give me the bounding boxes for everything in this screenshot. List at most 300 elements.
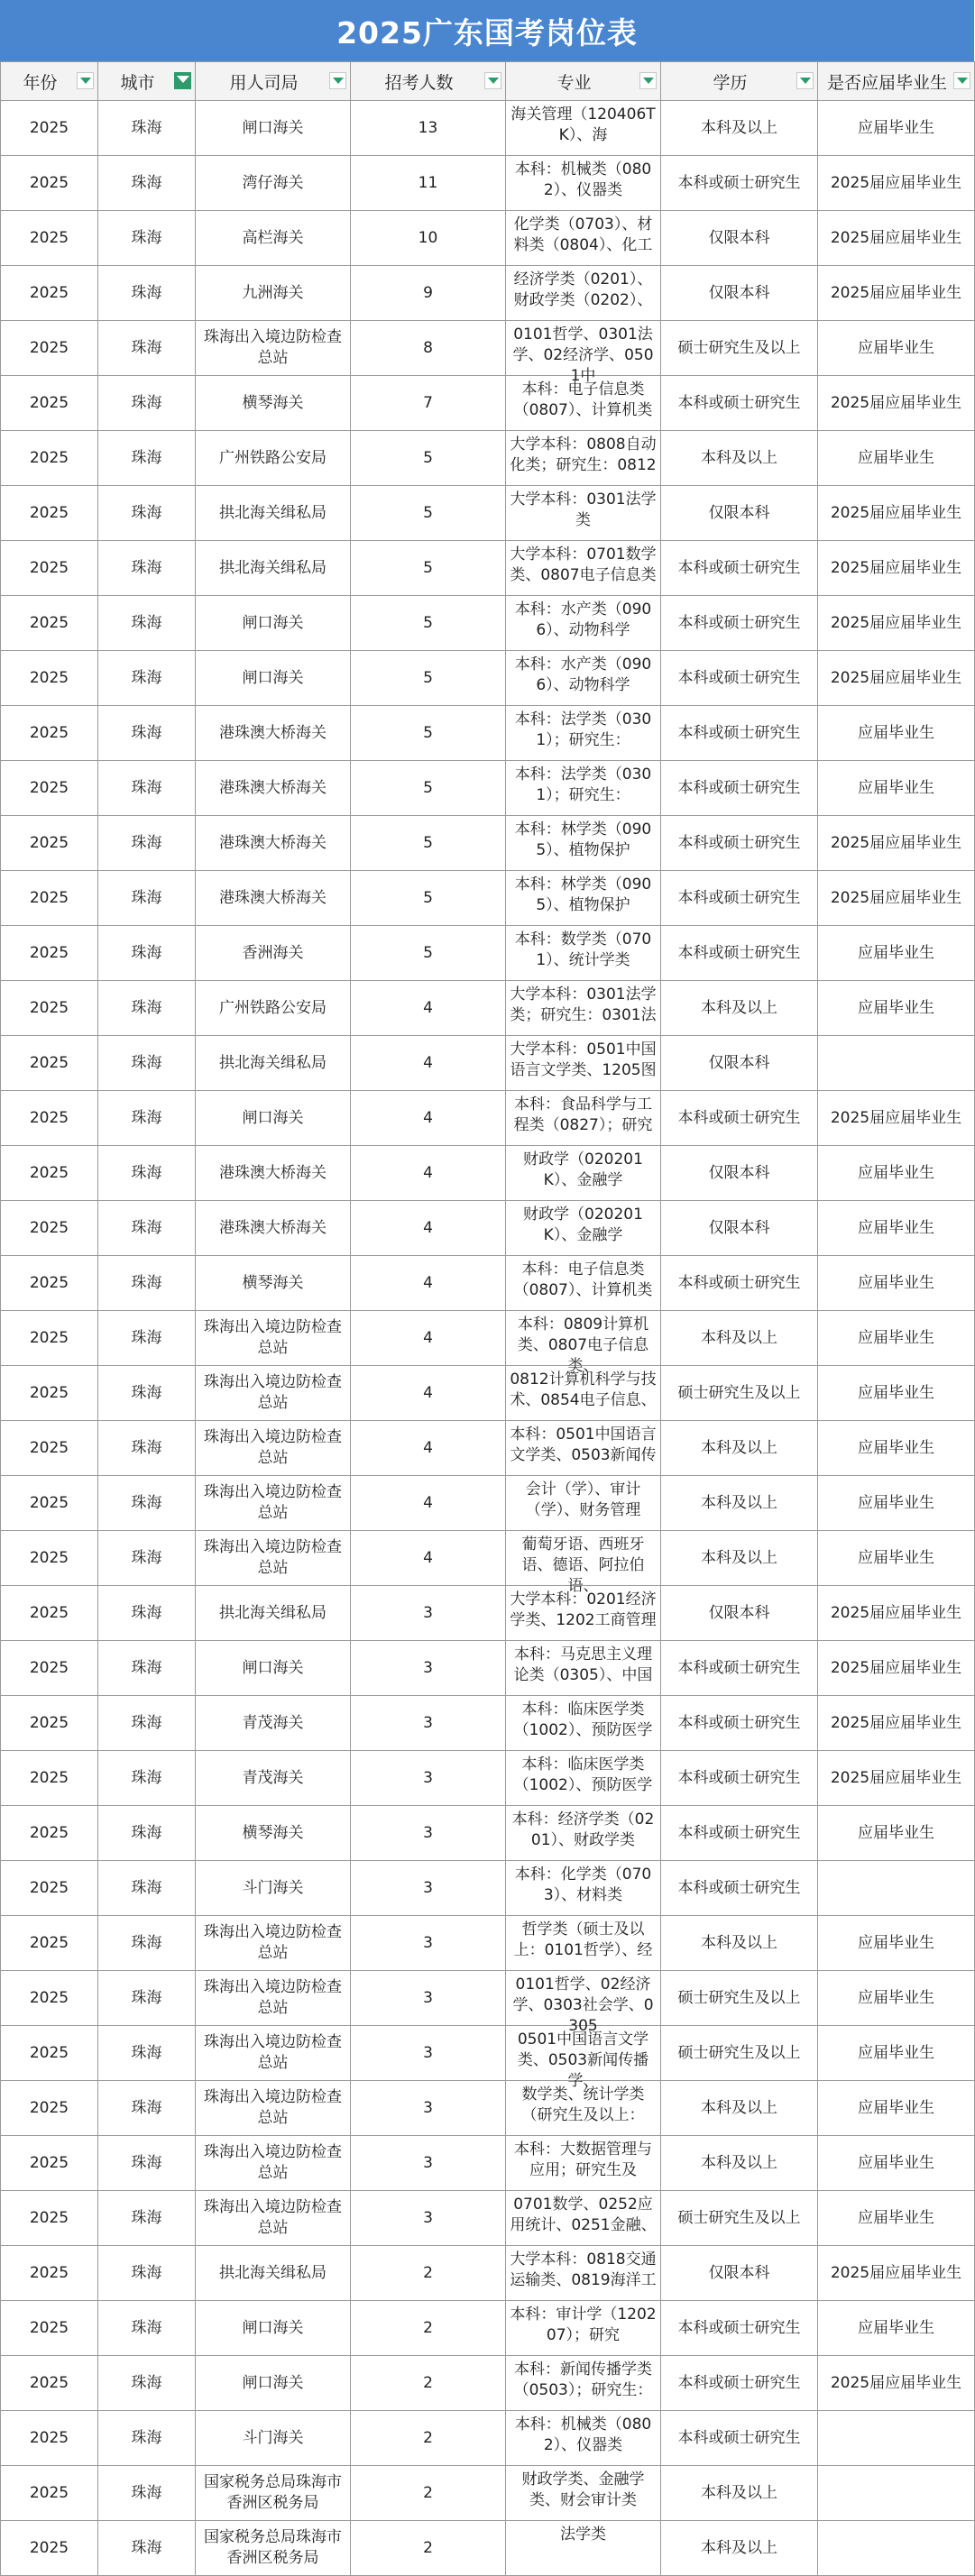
- cell-graduate[interactable]: [818, 1036, 975, 1091]
- cell-major[interactable]: [506, 2411, 661, 2466]
- cell-major[interactable]: [506, 101, 661, 156]
- cell-city[interactable]: 珠海: [98, 2521, 196, 2576]
- cell-major[interactable]: [506, 1696, 661, 1751]
- cell-year[interactable]: 2025: [1, 1146, 98, 1201]
- cell-education[interactable]: 仅限本科: [661, 1586, 818, 1641]
- cell-city[interactable]: 珠海: [98, 266, 196, 321]
- cell-employer[interactable]: 斗门海关: [196, 1861, 351, 1916]
- cell-year[interactable]: 2025: [1, 321, 98, 376]
- cell-graduate[interactable]: 2025届应届毕业生: [818, 156, 975, 211]
- cell-graduate[interactable]: 应届毕业生: [818, 101, 975, 156]
- cell-headcount[interactable]: 3: [351, 1751, 506, 1806]
- cell-year[interactable]: 2025: [1, 1971, 98, 2026]
- cell-employer[interactable]: 珠海出入境边防检查总站: [196, 2136, 351, 2191]
- cell-year[interactable]: 2025: [1, 981, 98, 1036]
- cell-city[interactable]: 珠海: [98, 761, 196, 816]
- cell-major[interactable]: [506, 486, 661, 541]
- cell-graduate[interactable]: 2025届应届毕业生: [818, 2356, 975, 2411]
- cell-graduate[interactable]: 2025届应届毕业生: [818, 486, 975, 541]
- cell-employer[interactable]: 拱北海关缉私局: [196, 1036, 351, 1091]
- filter-dropdown-icon[interactable]: [329, 72, 346, 89]
- cell-employer[interactable]: 国家税务总局珠海市香洲区税务局: [196, 2466, 351, 2521]
- cell-city[interactable]: 珠海: [98, 321, 196, 376]
- cell-year[interactable]: 2025: [1, 816, 98, 871]
- cell-education[interactable]: 仅限本科: [661, 1146, 818, 1201]
- cell-employer[interactable]: 横琴海关: [196, 1806, 351, 1861]
- cell-graduate[interactable]: 应届毕业生: [818, 926, 975, 981]
- cell-headcount[interactable]: 2: [351, 2301, 506, 2356]
- cell-city[interactable]: 珠海: [98, 1806, 196, 1861]
- cell-city[interactable]: 珠海: [98, 651, 196, 706]
- cell-year[interactable]: 2025: [1, 596, 98, 651]
- cell-employer[interactable]: 香洲海关: [196, 926, 351, 981]
- cell-year[interactable]: 2025: [1, 156, 98, 211]
- cell-graduate[interactable]: 2025届应届毕业生: [818, 376, 975, 431]
- cell-graduate[interactable]: 2025届应届毕业生: [818, 816, 975, 871]
- cell-city[interactable]: 珠海: [98, 1751, 196, 1806]
- cell-headcount[interactable]: 3: [351, 1806, 506, 1861]
- cell-headcount[interactable]: 13: [351, 101, 506, 156]
- cell-education[interactable]: 本科或硕士研究生: [661, 706, 818, 761]
- cell-graduate[interactable]: 2025届应届毕业生: [818, 266, 975, 321]
- cell-education[interactable]: 本科或硕士研究生: [661, 156, 818, 211]
- cell-education[interactable]: 本科或硕士研究生: [661, 541, 818, 596]
- cell-year[interactable]: 2025: [1, 2521, 98, 2576]
- cell-year[interactable]: 2025: [1, 541, 98, 596]
- cell-major[interactable]: [506, 1916, 661, 1971]
- cell-year[interactable]: 2025: [1, 2026, 98, 2081]
- cell-employer[interactable]: 拱北海关缉私局: [196, 486, 351, 541]
- cell-employer[interactable]: 横琴海关: [196, 1256, 351, 1311]
- cell-employer[interactable]: 珠海出入境边防检查总站: [196, 1311, 351, 1366]
- cell-major[interactable]: [506, 1256, 661, 1311]
- cell-education[interactable]: 本科及以上: [661, 981, 818, 1036]
- cell-employer[interactable]: 珠海出入境边防检查总站: [196, 1971, 351, 2026]
- cell-headcount[interactable]: 4: [351, 1311, 506, 1366]
- cell-employer[interactable]: 闸口海关: [196, 596, 351, 651]
- cell-employer[interactable]: 高栏海关: [196, 211, 351, 266]
- cell-graduate[interactable]: 应届毕业生: [818, 981, 975, 1036]
- cell-education[interactable]: 本科及以上: [661, 1476, 818, 1531]
- cell-major[interactable]: [506, 2191, 661, 2246]
- cell-city[interactable]: 珠海: [98, 871, 196, 926]
- cell-headcount[interactable]: 9: [351, 266, 506, 321]
- cell-education[interactable]: 本科或硕士研究生: [661, 1091, 818, 1146]
- cell-headcount[interactable]: 4: [351, 981, 506, 1036]
- cell-year[interactable]: 2025: [1, 651, 98, 706]
- cell-education[interactable]: 本科或硕士研究生: [661, 816, 818, 871]
- cell-major[interactable]: [506, 431, 661, 486]
- cell-year[interactable]: 2025: [1, 2246, 98, 2301]
- cell-employer[interactable]: 港珠澳大桥海关: [196, 1146, 351, 1201]
- cell-education[interactable]: 硕士研究生及以上: [661, 321, 818, 376]
- filter-dropdown-icon[interactable]: [796, 72, 814, 89]
- cell-graduate[interactable]: 应届毕业生: [818, 1531, 975, 1586]
- cell-education[interactable]: 本科或硕士研究生: [661, 2356, 818, 2411]
- cell-city[interactable]: 珠海: [98, 1036, 196, 1091]
- cell-major[interactable]: [506, 1146, 661, 1201]
- cell-education[interactable]: 本科或硕士研究生: [661, 761, 818, 816]
- cell-city[interactable]: 珠海: [98, 2136, 196, 2191]
- cell-year[interactable]: 2025: [1, 486, 98, 541]
- cell-headcount[interactable]: 4: [351, 1256, 506, 1311]
- cell-employer[interactable]: 闸口海关: [196, 651, 351, 706]
- cell-city[interactable]: 珠海: [98, 486, 196, 541]
- cell-year[interactable]: 2025: [1, 1256, 98, 1311]
- cell-headcount[interactable]: 4: [351, 1036, 506, 1091]
- cell-year[interactable]: 2025: [1, 926, 98, 981]
- cell-headcount[interactable]: 5: [351, 706, 506, 761]
- cell-graduate[interactable]: 应届毕业生: [818, 1146, 975, 1201]
- cell-education[interactable]: 本科或硕士研究生: [661, 1696, 818, 1751]
- cell-employer[interactable]: 珠海出入境边防检查总站: [196, 1476, 351, 1531]
- cell-employer[interactable]: 九洲海关: [196, 266, 351, 321]
- cell-graduate[interactable]: 2025届应届毕业生: [818, 1091, 975, 1146]
- cell-city[interactable]: 珠海: [98, 376, 196, 431]
- cell-education[interactable]: 本科及以上: [661, 1916, 818, 1971]
- cell-graduate[interactable]: 2025届应届毕业生: [818, 1586, 975, 1641]
- cell-city[interactable]: 珠海: [98, 981, 196, 1036]
- cell-city[interactable]: 珠海: [98, 1146, 196, 1201]
- cell-major[interactable]: [506, 1201, 661, 1256]
- cell-major[interactable]: [506, 926, 661, 981]
- cell-major[interactable]: [506, 2466, 661, 2521]
- cell-education[interactable]: 硕士研究生及以上: [661, 1366, 818, 1421]
- cell-headcount[interactable]: 4: [351, 1201, 506, 1256]
- cell-year[interactable]: 2025: [1, 761, 98, 816]
- cell-headcount[interactable]: 3: [351, 1916, 506, 1971]
- cell-headcount[interactable]: 3: [351, 1696, 506, 1751]
- cell-major[interactable]: [506, 156, 661, 211]
- cell-major[interactable]: [506, 376, 661, 431]
- cell-employer[interactable]: 闸口海关: [196, 1091, 351, 1146]
- cell-city[interactable]: 珠海: [98, 706, 196, 761]
- cell-major[interactable]: [506, 871, 661, 926]
- cell-major[interactable]: [506, 541, 661, 596]
- cell-year[interactable]: 2025: [1, 431, 98, 486]
- cell-education[interactable]: 本科及以上: [661, 1311, 818, 1366]
- cell-year[interactable]: 2025: [1, 1696, 98, 1751]
- cell-city[interactable]: 珠海: [98, 431, 196, 486]
- cell-headcount[interactable]: 10: [351, 211, 506, 266]
- cell-city[interactable]: 珠海: [98, 1476, 196, 1531]
- cell-education[interactable]: 本科及以上: [661, 1531, 818, 1586]
- cell-year[interactable]: 2025: [1, 871, 98, 926]
- cell-employer[interactable]: 珠海出入境边防检查总站: [196, 2026, 351, 2081]
- cell-year[interactable]: 2025: [1, 1531, 98, 1586]
- cell-headcount[interactable]: 3: [351, 1641, 506, 1696]
- cell-headcount[interactable]: 3: [351, 1586, 506, 1641]
- cell-city[interactable]: 珠海: [98, 1531, 196, 1586]
- cell-headcount[interactable]: 3: [351, 2191, 506, 2246]
- cell-graduate[interactable]: 2025届应届毕业生: [818, 1696, 975, 1751]
- cell-education[interactable]: 本科及以上: [661, 2521, 818, 2576]
- cell-headcount[interactable]: 2: [351, 2466, 506, 2521]
- cell-graduate[interactable]: 应届毕业生: [818, 1971, 975, 2026]
- cell-year[interactable]: 2025: [1, 1311, 98, 1366]
- cell-major[interactable]: [506, 1806, 661, 1861]
- cell-employer[interactable]: 青茂海关: [196, 1696, 351, 1751]
- cell-employer[interactable]: 港珠澳大桥海关: [196, 761, 351, 816]
- cell-education[interactable]: 仅限本科: [661, 266, 818, 321]
- cell-headcount[interactable]: 2: [351, 2521, 506, 2576]
- cell-headcount[interactable]: 4: [351, 1366, 506, 1421]
- cell-city[interactable]: 珠海: [98, 1091, 196, 1146]
- cell-year[interactable]: 2025: [1, 1751, 98, 1806]
- cell-major[interactable]: [506, 1036, 661, 1091]
- cell-education[interactable]: 本科及以上: [661, 101, 818, 156]
- cell-employer[interactable]: 拱北海关缉私局: [196, 541, 351, 596]
- cell-employer[interactable]: 珠海出入境边防检查总站: [196, 1366, 351, 1421]
- cell-graduate[interactable]: 2025届应届毕业生: [818, 2246, 975, 2301]
- cell-city[interactable]: 珠海: [98, 1916, 196, 1971]
- cell-employer[interactable]: 珠海出入境边防检查总站: [196, 2191, 351, 2246]
- cell-graduate[interactable]: 应届毕业生: [818, 2026, 975, 2081]
- cell-major[interactable]: [506, 321, 661, 385]
- cell-city[interactable]: 珠海: [98, 596, 196, 651]
- cell-education[interactable]: 硕士研究生及以上: [661, 1971, 818, 2026]
- cell-education[interactable]: 本科或硕士研究生: [661, 1641, 818, 1696]
- cell-year[interactable]: 2025: [1, 1586, 98, 1641]
- cell-city[interactable]: 珠海: [98, 926, 196, 981]
- filter-dropdown-icon[interactable]: [484, 72, 501, 89]
- cell-major[interactable]: [506, 1421, 661, 1476]
- cell-year[interactable]: 2025: [1, 2136, 98, 2191]
- cell-headcount[interactable]: 5: [351, 486, 506, 541]
- cell-headcount[interactable]: 7: [351, 376, 506, 431]
- active-filter-icon[interactable]: [174, 72, 191, 89]
- filter-dropdown-icon[interactable]: [639, 72, 657, 89]
- cell-employer[interactable]: 闸口海关: [196, 2356, 351, 2411]
- cell-major[interactable]: [506, 2246, 661, 2301]
- cell-headcount[interactable]: 4: [351, 1091, 506, 1146]
- cell-graduate[interactable]: 2025届应届毕业生: [818, 211, 975, 266]
- cell-employer[interactable]: 青茂海关: [196, 1751, 351, 1806]
- cell-headcount[interactable]: 4: [351, 1421, 506, 1476]
- cell-education[interactable]: 本科或硕士研究生: [661, 926, 818, 981]
- cell-city[interactable]: 珠海: [98, 101, 196, 156]
- cell-year[interactable]: 2025: [1, 2466, 98, 2521]
- cell-major[interactable]: [506, 2136, 661, 2191]
- cell-headcount[interactable]: 3: [351, 2136, 506, 2191]
- cell-headcount[interactable]: 5: [351, 431, 506, 486]
- cell-graduate[interactable]: 应届毕业生: [818, 1201, 975, 1256]
- cell-major[interactable]: [506, 266, 661, 321]
- cell-graduate[interactable]: 应届毕业生: [818, 2301, 975, 2356]
- cell-headcount[interactable]: 4: [351, 1531, 506, 1586]
- cell-city[interactable]: 珠海: [98, 2081, 196, 2136]
- cell-headcount[interactable]: 5: [351, 596, 506, 651]
- cell-major[interactable]: [506, 2356, 661, 2411]
- cell-employer[interactable]: 斗门海关: [196, 2411, 351, 2466]
- cell-graduate[interactable]: 应届毕业生: [818, 1476, 975, 1531]
- cell-year[interactable]: 2025: [1, 101, 98, 156]
- cell-major[interactable]: [506, 1861, 661, 1916]
- cell-headcount[interactable]: 2: [351, 2246, 506, 2301]
- cell-headcount[interactable]: 4: [351, 1476, 506, 1531]
- cell-graduate[interactable]: 应届毕业生: [818, 1421, 975, 1476]
- cell-major[interactable]: [506, 1366, 661, 1421]
- cell-headcount[interactable]: 5: [351, 871, 506, 926]
- cell-major[interactable]: [506, 1531, 661, 1595]
- cell-city[interactable]: 珠海: [98, 1861, 196, 1916]
- cell-headcount[interactable]: 5: [351, 816, 506, 871]
- cell-year[interactable]: 2025: [1, 211, 98, 266]
- cell-major[interactable]: [506, 761, 661, 816]
- cell-year[interactable]: 2025: [1, 266, 98, 321]
- cell-graduate[interactable]: 2025届应届毕业生: [818, 596, 975, 651]
- cell-year[interactable]: 2025: [1, 1201, 98, 1256]
- cell-city[interactable]: 珠海: [98, 2246, 196, 2301]
- cell-city[interactable]: 珠海: [98, 2466, 196, 2521]
- filter-dropdown-icon[interactable]: [953, 72, 970, 89]
- cell-major[interactable]: [506, 1586, 661, 1641]
- cell-year[interactable]: 2025: [1, 2081, 98, 2136]
- cell-education[interactable]: 仅限本科: [661, 486, 818, 541]
- cell-major[interactable]: [506, 211, 661, 266]
- cell-graduate[interactable]: [818, 2466, 975, 2521]
- cell-city[interactable]: 珠海: [98, 1641, 196, 1696]
- cell-headcount[interactable]: 5: [351, 651, 506, 706]
- cell-employer[interactable]: 广州铁路公安局: [196, 431, 351, 486]
- cell-education[interactable]: 本科或硕士研究生: [661, 1861, 818, 1916]
- cell-graduate[interactable]: 应届毕业生: [818, 1916, 975, 1971]
- cell-major[interactable]: [506, 1476, 661, 1531]
- cell-year[interactable]: 2025: [1, 1421, 98, 1476]
- cell-employer[interactable]: 珠海出入境边防检查总站: [196, 2081, 351, 2136]
- cell-year[interactable]: 2025: [1, 1366, 98, 1421]
- cell-graduate[interactable]: [818, 1861, 975, 1916]
- cell-graduate[interactable]: [818, 2411, 975, 2466]
- cell-year[interactable]: 2025: [1, 1861, 98, 1916]
- cell-city[interactable]: 珠海: [98, 1586, 196, 1641]
- cell-headcount[interactable]: 8: [351, 321, 506, 376]
- cell-education[interactable]: 本科或硕士研究生: [661, 2411, 818, 2466]
- cell-year[interactable]: 2025: [1, 706, 98, 761]
- cell-graduate[interactable]: 应届毕业生: [818, 2136, 975, 2191]
- cell-education[interactable]: 硕士研究生及以上: [661, 2026, 818, 2081]
- cell-headcount[interactable]: 11: [351, 156, 506, 211]
- cell-year[interactable]: 2025: [1, 1806, 98, 1861]
- cell-graduate[interactable]: 2025届应届毕业生: [818, 1641, 975, 1696]
- cell-education[interactable]: 本科或硕士研究生: [661, 1751, 818, 1806]
- cell-graduate[interactable]: 应届毕业生: [818, 1256, 975, 1311]
- cell-city[interactable]: 珠海: [98, 2191, 196, 2246]
- cell-year[interactable]: 2025: [1, 2411, 98, 2466]
- cell-employer[interactable]: 国家税务总局珠海市香洲区税务局: [196, 2521, 351, 2576]
- cell-education[interactable]: 仅限本科: [661, 2246, 818, 2301]
- cell-headcount[interactable]: 5: [351, 541, 506, 596]
- cell-employer[interactable]: 港珠澳大桥海关: [196, 1201, 351, 1256]
- cell-headcount[interactable]: 2: [351, 2411, 506, 2466]
- cell-year[interactable]: 2025: [1, 2356, 98, 2411]
- cell-employer[interactable]: 闸口海关: [196, 1641, 351, 1696]
- cell-employer[interactable]: 湾仔海关: [196, 156, 351, 211]
- cell-major[interactable]: [506, 2081, 661, 2136]
- cell-employer[interactable]: 广州铁路公安局: [196, 981, 351, 1036]
- cell-major[interactable]: [506, 2521, 661, 2576]
- cell-graduate[interactable]: 应届毕业生: [818, 431, 975, 486]
- cell-city[interactable]: 珠海: [98, 541, 196, 596]
- cell-city[interactable]: 珠海: [98, 2301, 196, 2356]
- cell-major[interactable]: [506, 651, 661, 706]
- cell-headcount[interactable]: 3: [351, 2081, 506, 2136]
- cell-employer[interactable]: 闸口海关: [196, 2301, 351, 2356]
- cell-city[interactable]: 珠海: [98, 1971, 196, 2026]
- cell-employer[interactable]: 珠海出入境边防检查总站: [196, 1421, 351, 1476]
- cell-graduate[interactable]: 2025届应届毕业生: [818, 871, 975, 926]
- cell-year[interactable]: 2025: [1, 1641, 98, 1696]
- cell-graduate[interactable]: 应届毕业生: [818, 321, 975, 376]
- cell-city[interactable]: 珠海: [98, 156, 196, 211]
- cell-headcount[interactable]: 3: [351, 2026, 506, 2081]
- cell-education[interactable]: 仅限本科: [661, 1036, 818, 1091]
- cell-headcount[interactable]: 5: [351, 926, 506, 981]
- cell-city[interactable]: 珠海: [98, 1421, 196, 1476]
- cell-education[interactable]: 本科或硕士研究生: [661, 376, 818, 431]
- cell-employer[interactable]: 港珠澳大桥海关: [196, 706, 351, 761]
- cell-major[interactable]: [506, 2026, 661, 2090]
- cell-education[interactable]: 本科或硕士研究生: [661, 1806, 818, 1861]
- cell-headcount[interactable]: 5: [351, 761, 506, 816]
- cell-employer[interactable]: 珠海出入境边防检查总站: [196, 321, 351, 376]
- cell-headcount[interactable]: 3: [351, 1861, 506, 1916]
- cell-education[interactable]: 本科及以上: [661, 2136, 818, 2191]
- cell-education[interactable]: 本科及以上: [661, 431, 818, 486]
- cell-education[interactable]: 本科或硕士研究生: [661, 2301, 818, 2356]
- cell-employer[interactable]: 拱北海关缉私局: [196, 1586, 351, 1641]
- cell-education[interactable]: 本科或硕士研究生: [661, 1256, 818, 1311]
- cell-employer[interactable]: 珠海出入境边防检查总站: [196, 1531, 351, 1586]
- cell-city[interactable]: 珠海: [98, 1201, 196, 1256]
- cell-city[interactable]: 珠海: [98, 2026, 196, 2081]
- cell-city[interactable]: 珠海: [98, 816, 196, 871]
- filter-dropdown-icon[interactable]: [77, 72, 94, 89]
- cell-city[interactable]: 珠海: [98, 1366, 196, 1421]
- cell-major[interactable]: [506, 981, 661, 1036]
- cell-employer[interactable]: 珠海出入境边防检查总站: [196, 1916, 351, 1971]
- cell-city[interactable]: 珠海: [98, 1696, 196, 1751]
- cell-education[interactable]: 本科及以上: [661, 2081, 818, 2136]
- cell-year[interactable]: 2025: [1, 1916, 98, 1971]
- cell-education[interactable]: 仅限本科: [661, 1201, 818, 1256]
- cell-graduate[interactable]: 应届毕业生: [818, 1806, 975, 1861]
- cell-year[interactable]: 2025: [1, 1036, 98, 1091]
- cell-employer[interactable]: 港珠澳大桥海关: [196, 871, 351, 926]
- cell-major[interactable]: [506, 706, 661, 761]
- cell-city[interactable]: 珠海: [98, 1311, 196, 1366]
- cell-major[interactable]: [506, 2301, 661, 2356]
- cell-graduate[interactable]: 2025届应届毕业生: [818, 1751, 975, 1806]
- cell-graduate[interactable]: 应届毕业生: [818, 2081, 975, 2136]
- cell-city[interactable]: 珠海: [98, 2411, 196, 2466]
- cell-city[interactable]: 珠海: [98, 2356, 196, 2411]
- cell-year[interactable]: 2025: [1, 1476, 98, 1531]
- cell-graduate[interactable]: [818, 2521, 975, 2576]
- cell-graduate[interactable]: 应届毕业生: [818, 1311, 975, 1366]
- cell-education[interactable]: 硕士研究生及以上: [661, 2191, 818, 2246]
- cell-year[interactable]: 2025: [1, 376, 98, 431]
- cell-major[interactable]: [506, 596, 661, 651]
- cell-employer[interactable]: 港珠澳大桥海关: [196, 816, 351, 871]
- cell-major[interactable]: [506, 1751, 661, 1806]
- cell-year[interactable]: 2025: [1, 2301, 98, 2356]
- cell-graduate[interactable]: 2025届应届毕业生: [818, 541, 975, 596]
- cell-employer[interactable]: 拱北海关缉私局: [196, 2246, 351, 2301]
- cell-major[interactable]: [506, 1091, 661, 1146]
- cell-headcount[interactable]: 2: [351, 2356, 506, 2411]
- cell-graduate[interactable]: 应届毕业生: [818, 761, 975, 816]
